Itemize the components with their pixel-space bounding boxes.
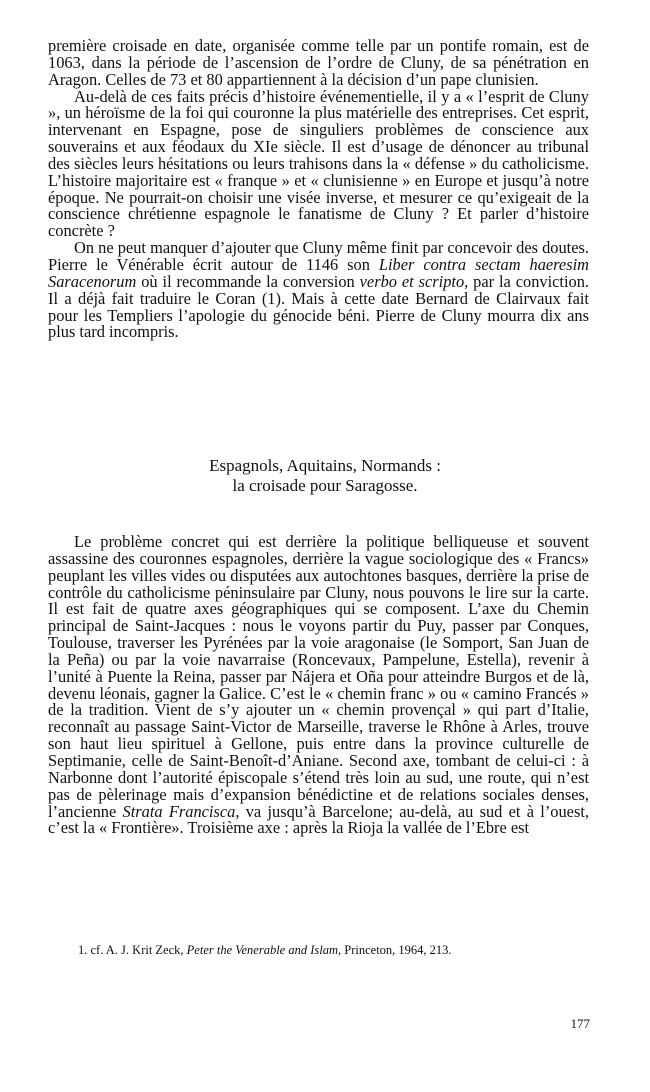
paragraph-pierre-le-venerable xyxy=(48,240,589,341)
text-run: Le problème concret qui est derrière la politique belliqueuse et souvent assassine des couronnes espagnoles, derrière la vague sociologique des « Francs» peuplant les villes vides ou disputées aux autochtones basques, derrière la prise de contrôle du catholicisme péninsulaire par Cluny, nous pouvons le lire sur la carte. Il est fait de quatre axes géographiques qui se composent. L’axe du Chemin principal de Saint-Jacques : nous le voyons partir du Puy, passer par Conques, Toulouse, traverser les Pyrénées par la voie aragonaise (le Somport, San Juan de la Peña) ou par la voie navarraise (Roncevaux, Pampelune, Estella), revenir à l’unité à Puente la Reina, passer par Nájera et Oña pour atteindre Burgos et de là, devenu léonais, gagner la Galice. C’est le « chemin franc » ou « camino Francés » de la tradition. Vient de s’y ajouter un « chemin provençal » qui part d’Italie, reconnaît au passage Saint-Victor de Marseille, traverse le Rhône à Arles, trouve son haut lieu spirituel à Gellone, puis entre dans la province culturelle de Septimanie, celle de Saint-Benoît-d’Aniane. Second axe, tombant de celui-ci : à Narbonne dont l’autorité épiscopale s’étend très loin au sud, une route, qui n’est pas de pèlerinage mais d’expansion bénédictine et de relations sociales denses, l’ancienne xyxy=(48,532,589,821)
text-run: où il recommande la conversion xyxy=(136,271,360,291)
book-title-liber: Liber contra sectam haeresim Saracenorum xyxy=(48,254,589,291)
section-body xyxy=(48,534,589,837)
text-run: On ne peut manquer d’ajouter que Cluny même finit par concevoir des doutes. Pierre le Vénérable écrit autour de 1146 son xyxy=(48,238,589,274)
section-heading xyxy=(0,456,650,495)
heading-line-1: Espagnols, Aquitains, Normands : xyxy=(209,456,441,475)
footnote-prefix: 1. cf. A. J. Krit Zeck, xyxy=(78,943,187,957)
text-run: . Mais à cette date Bernard de Clairvaux fait pour les Templiers l’apologie du génocide béni. Pierre de Cluny mourra dix ans plus tard incompris. xyxy=(48,288,589,342)
intro-text xyxy=(48,38,589,341)
paragraph-four-axes xyxy=(48,534,589,837)
text-run: , va jusqu’à Barcelone; au-delà, au sud et à l’ouest, c’est la « Frontière». Troisième axe : après la Rioja la vallée de l’Ebre est xyxy=(48,801,589,838)
footnote-suffix: , Princeton, 1964, 213. xyxy=(338,943,452,957)
text-run: , par la conviction. Il a déjà fait traduire le Coran xyxy=(48,271,590,308)
paragraph-esprit-de-cluny: Au-delà de ces faits précis d’histoire événementielle, il y a « l’esprit de Cluny », un héroïsme de la foi qui couronne la plus matérielle des entreprises. Cet esprit, intervenant en Espagne, pose de singuliers problèmes de conscience aux souverains et aux féodaux du XIe siècle. Il est d’usage de dénoncer au tribunal des siècles leurs hésitations ou leurs trahisons dans la « défense » du catholicisme. L’histoire majoritaire est « franque » et « clunisienne » en Europe et jusqu’à notre époque. Ne pourrait-on choisir une visée inverse, et mesurer ce qu’exigeait de la conscience chrétienne espagnole le fanatisme de Cluny ? Et parler d’histoire concrète ? xyxy=(48,86,589,241)
page-number: 177 xyxy=(570,1016,590,1031)
latin-phrase: verbo et scripto xyxy=(359,271,465,291)
footnote xyxy=(78,943,598,958)
paragraph-crusade-date: première croisade en date, organisée comme telle par un pontife romain, est de 1063, dans la période de l’ascension de l’ordre de Cluny, de sa pénétration en Aragon. Celles de 73 et 80 appartiennent à la décision d’un pape clunisien. xyxy=(48,36,589,89)
heading-line-2: la croisade pour Saragosse. xyxy=(232,475,418,495)
footnote-ref: (1) xyxy=(261,288,281,308)
footnote-title: Peter the Venerable and Islam xyxy=(186,943,339,957)
strata-francisca: Strata Francisca xyxy=(122,801,236,821)
